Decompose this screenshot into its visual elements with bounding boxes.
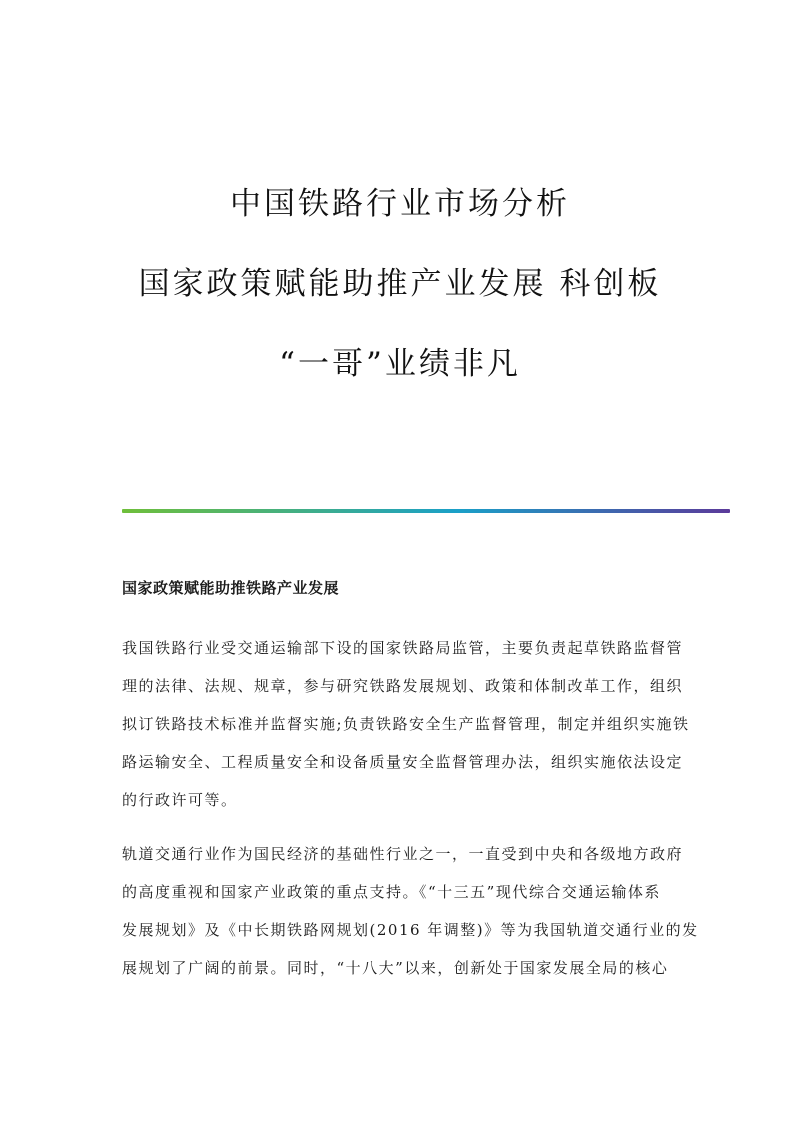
section-heading: 国家政策赋能助推铁路产业发展 — [122, 579, 340, 597]
paragraph-line: 展规划了广阔的前景。同时，“十八大”以来，创新处于国家发展全局的核心 — [122, 959, 669, 977]
paragraph-line: 轨道交通行业作为国民经济的基础性行业之一，一直受到中央和各级地方政府 — [122, 845, 684, 863]
paragraph-line: 拟订铁路技术标准并监督实施;负责铁路安全生产监督管理，制定并组织实施铁 — [122, 715, 690, 733]
title-block — [0, 183, 800, 385]
paragraph-line: 发展规划》及《中长期铁路网规划(2016 年调整)》等为我国轨道交通行业的发 — [122, 921, 699, 939]
paragraph-line: 理的法律、法规、规章，参与研究铁路发展规划、政策和体制改革工作，组织 — [122, 677, 684, 695]
paragraph-line: 我国铁路行业受交通运输部下设的国家铁路局监管，主要负责起草铁路监督管 — [122, 639, 684, 657]
paragraph-1 — [122, 629, 690, 819]
document-body — [122, 578, 699, 1003]
paragraph-2 — [122, 835, 699, 987]
title-line-2: 国家政策赋能助推产业发展 科创板 — [138, 266, 662, 302]
paragraph-line: 的高度重视和国家产业政策的重点支持。《“十三五”现代综合交通运输体系 — [122, 883, 661, 901]
title-line-1: 中国铁路行业市场分析 — [230, 186, 570, 222]
paragraph-line: 的行政许可等。 — [122, 791, 238, 809]
title-line-3: “一哥”业绩非凡 — [279, 346, 521, 382]
paragraph-line: 路运输安全、工程质量安全和设备质量安全监督管理办法，组织实施依法设定 — [122, 753, 684, 771]
gradient-divider — [122, 509, 730, 513]
